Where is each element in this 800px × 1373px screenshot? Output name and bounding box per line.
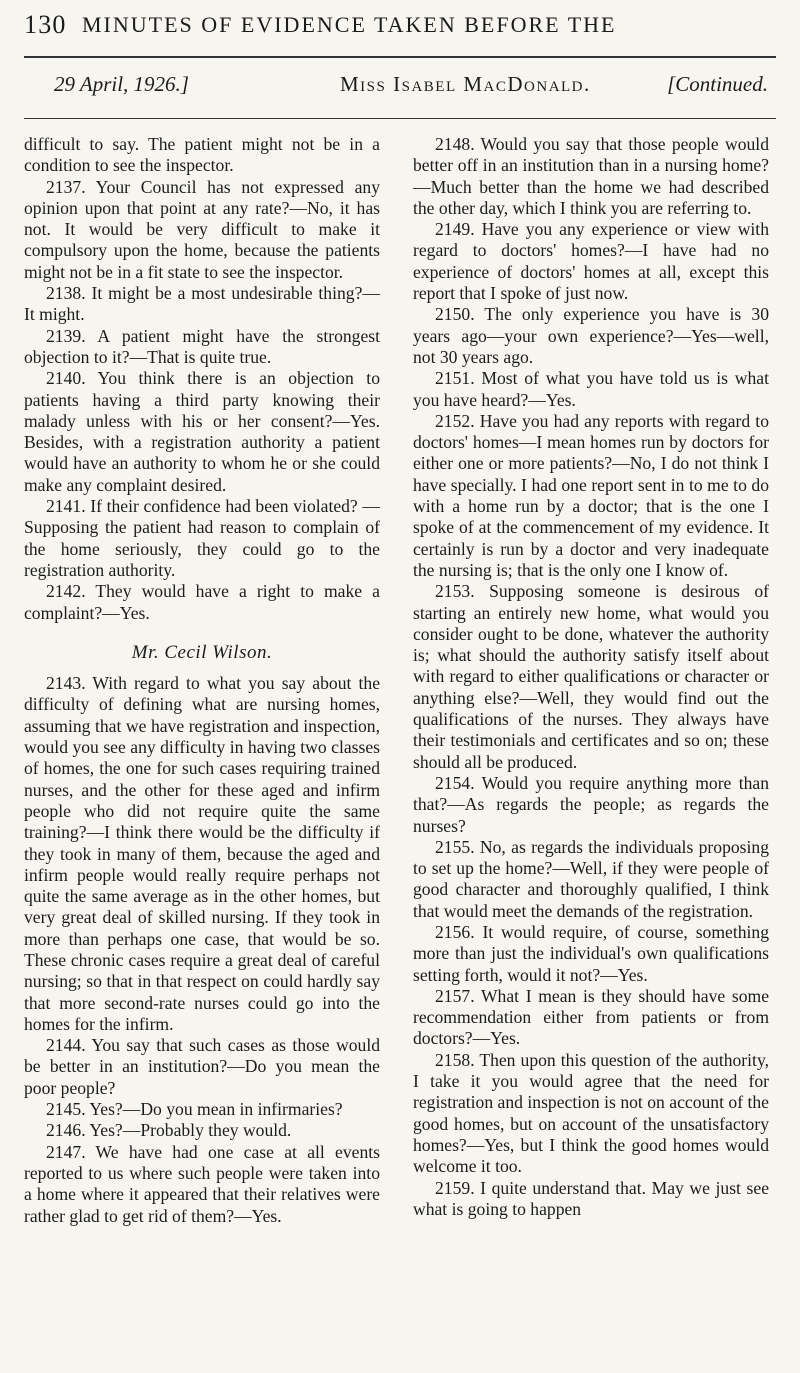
paragraph: 2142. They would have a right to make a complaint?—Yes. (24, 581, 380, 623)
paragraph: 2149. Have you any experience or view with regard to doctors' homes?—I have had no experience of doctors' homes at all, except this report that I spoke of just now. (413, 219, 769, 304)
paragraph: 2154. Would you require anything more than that?—As regards the people; as regards the nurses? (413, 772, 769, 836)
paragraph: 2145. Yes?—Do you mean in infirmaries? (46, 1099, 343, 1120)
paragraph: 2144. You say that such cases as those would be better in an institution?—Do you mean the poor people? (24, 1035, 380, 1098)
paragraph: 2138. It might be a most undesirable thing?—It might. (24, 283, 380, 325)
session-date: 29 April, 1926.] (54, 72, 189, 96)
running-title: MINUTES OF EVIDENCE TAKEN BEFORE THE (82, 12, 617, 37)
subhead (24, 72, 776, 104)
left-column (24, 134, 380, 1227)
right-column (413, 134, 769, 1220)
paragraph: 2152. Have you had any reports with regard to doctors' homes—I mean homes run by doctors for either one or more patients?—No, I do not think I have specially. I had one report sent in to me to do with a home run by a doctor; that is the one I spoke of at the commencement of my evidence. It certainly is run by a doctor and very inadequate the nursing is; that is the only one I know of. (413, 410, 769, 580)
paragraph: 2147. We have had one case at all events reported to us where such people were taken into a home where it appeared that their relatives were rather glad to get rid of them?—Yes. (24, 1141, 380, 1226)
paragraph: 2137. Your Council has not expressed any opinion upon that point at any rate?—No, it has not. It would be very difficult to make it compulsory upon the home, because the patients might not be in a fit state to see the inspector. (24, 176, 380, 282)
speaker-heading: Mr. Cecil Wilson. (131, 641, 273, 663)
paragraph: 2159. I quite understand that. May we just see what is going to happen (413, 1177, 769, 1219)
continued-label: [Continued. (667, 72, 768, 96)
paragraph: 2140. You think there is an objection to patients having a third party knowing their malady unless with his or her consent?—Yes. Besides, with a registration authority a patient would have an authority to whom he or she could make any complaint desired. (24, 368, 380, 495)
paragraph: 2150. The only experience you have is 30 years ago—your own experience?—Yes—well, not 30 years ago. (413, 304, 769, 367)
paragraph: 2151. Most of what you have told us is what you have heard?—Yes. (413, 368, 769, 410)
paragraph: 2155. No, as regards the individuals proposing to set up the home?—Well, if they were people of good character and thoroughly qualified, I think that would meet the demands of the registration. (413, 836, 769, 921)
paragraph: 2143. With regard to what you say about the difficulty of defining what are nursing homes, assuming that we have registration and inspection, would you see any difficulty in having two classes of homes, the one for such cases requiring trained nurses, and the other for these aged and infirm people who did not require quite the same training?—I think there would be the difficulty if they took in many of them, because the aged and infirm people would really require perhaps not quite the same average as in the other homes, but very great deal of skilled nursing. If they took in more than perhaps one case, that would be so. These chronic cases require a great deal of careful nursing; so that in that respect on could hardly say that more second-rate nurses could go into the homes for the infirm. (24, 673, 380, 1034)
top-rule (24, 56, 776, 58)
page-number: 130 (24, 10, 67, 39)
paragraph: 2157. What I mean is they should have some recommendation either from patients or from doctors?—Yes. (413, 985, 769, 1049)
paragraph: 2146. Yes?—Probably they would. (46, 1120, 292, 1141)
paragraph: difficult to say. The patient might not be in a condition to see the inspector. (24, 134, 380, 176)
paragraph: 2158. Then upon this question of the authority, I take it you would agree that the need for registration and inspection is not on account of the good homes, but on account of the unsatisfactory homes?—Yes, but I think the good homes would welcome it too. (413, 1049, 769, 1177)
paragraph: 2156. It would require, of course, something more than just the individual's own qualifications setting forth, would it not?—Yes. (413, 921, 769, 985)
subhead-rule (24, 118, 776, 119)
paragraph: 2148. Would you say that those people would better off in an institution than in a nursing home?—Much better than the home we had described the other day, which I think you are referring to. (413, 134, 769, 218)
paragraph: 2139. A patient might have the strongest objection to it?—That is quite true. (24, 325, 380, 367)
running-head (24, 10, 776, 44)
paragraph: 2141. If their confidence had been violated? — Supposing the patient had reason to complain of the home seriously, they could go to the registration authority. (24, 496, 380, 580)
paragraph: 2153. Supposing someone is desirous of starting an entirely new home, what would you consider ought to be done, whatever the authority is; what should the authority satisfy itself about with regard to either qualifications or character or anything else?—Well, they would find out the qualifications of the nurses. They always have their testimonials and certificates and so on; these should all be produced. (413, 581, 769, 772)
witness-name: Miss Isabel MacDonald. (340, 72, 591, 96)
